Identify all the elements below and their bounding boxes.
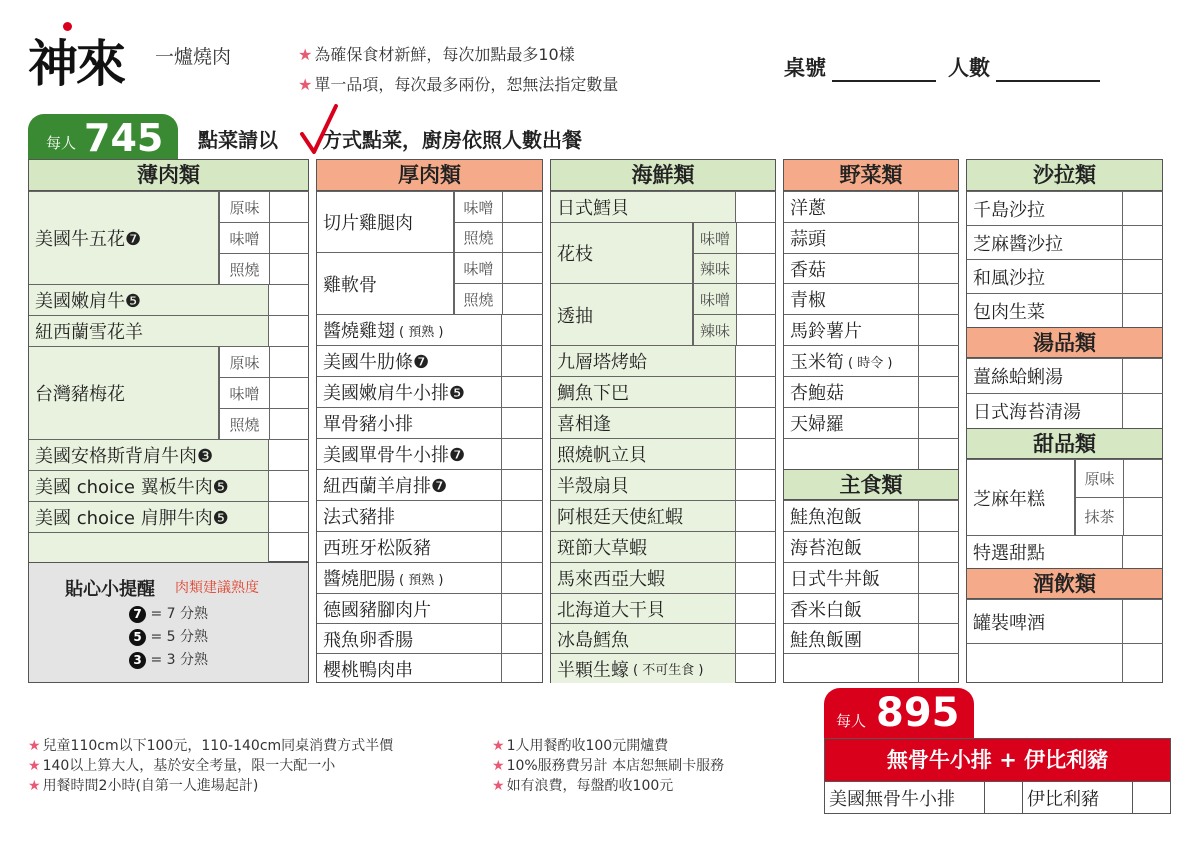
order-checkbox[interactable]: [502, 283, 543, 314]
order-checkbox[interactable]: [1123, 191, 1163, 225]
menu-item: 特選甜點: [967, 535, 1123, 568]
bottom-notes-middle: [492, 736, 724, 796]
tip-subtitle: 肉類建議熟度: [175, 580, 259, 596]
order-checkbox[interactable]: [269, 470, 309, 501]
tip-line: [129, 649, 208, 669]
tip-line: [129, 626, 208, 646]
flavor-option: 原味: [219, 191, 269, 222]
order-checkbox[interactable]: [736, 191, 776, 222]
price-value: 745: [84, 116, 164, 160]
order-checkbox[interactable]: [1123, 259, 1163, 293]
drink-header: 酒飲類: [967, 568, 1162, 599]
star-icon: ★: [28, 738, 41, 754]
order-checkbox[interactable]: [502, 407, 543, 438]
instruction-before: 點菜請以: [198, 128, 278, 152]
bottom-notes-left: [28, 736, 393, 796]
item-note: ( 預熟 ): [399, 572, 444, 588]
star-icon: ★: [28, 778, 41, 794]
menu-item: 罐裝啤酒: [967, 599, 1123, 643]
star-icon: ★: [298, 45, 313, 64]
order-checkbox[interactable]: [736, 314, 776, 345]
order-checkbox[interactable]: [1123, 358, 1163, 393]
star-icon: ★: [492, 778, 505, 794]
menu-item: 日式牛丼飯: [784, 562, 919, 593]
order-checkbox[interactable]: [502, 222, 543, 252]
soup-header: 湯品類: [967, 327, 1162, 358]
menu-item-wuhua: 美國牛五花❼: [29, 191, 219, 284]
order-checkbox[interactable]: [736, 593, 776, 623]
order-checkbox[interactable]: [736, 222, 776, 253]
flavor-option: 味噌: [219, 377, 269, 408]
order-checkbox[interactable]: [919, 253, 959, 283]
order-checkbox[interactable]: [502, 438, 543, 469]
note-text: 1人用餐酌收100元開爐費: [506, 738, 669, 754]
menu-item: 伊比利豬: [1023, 781, 1133, 814]
order-checkbox[interactable]: [1123, 599, 1163, 643]
note-text: 10%服務費另計 本店恕無刷卡服務: [506, 758, 725, 774]
menu-item-corn: [784, 345, 919, 376]
dessert-header: 甜品類: [967, 428, 1162, 459]
plan-895-header: 無骨牛小排 + 伊比利豬: [825, 739, 1170, 781]
flavor-option: 辣味: [693, 253, 736, 283]
order-checkbox[interactable]: [269, 346, 309, 377]
menu-item-sesame: 芝麻年糕: [967, 459, 1075, 535]
tip-title: 貼心小提醒: [65, 579, 155, 600]
order-checkbox[interactable]: [736, 653, 776, 683]
order-checkbox[interactable]: [502, 500, 543, 531]
menu-item: 鮭魚泡飯: [784, 500, 919, 531]
flavor-option: 原味: [1075, 459, 1123, 497]
seafood-column: [550, 159, 776, 683]
order-checkbox[interactable]: [919, 314, 959, 345]
order-checkbox[interactable]: [919, 191, 959, 222]
menu-item-lamb: 紐西蘭雪花羊: [29, 315, 269, 346]
menu-item: 德國豬腳肉片: [317, 593, 502, 623]
menu-item: 紐西蘭羊肩排❼: [317, 469, 502, 500]
checkmark-icon: [300, 104, 340, 156]
tip-text: = 7 分熟: [150, 606, 208, 622]
order-checkbox[interactable]: [502, 252, 543, 283]
order-checkbox[interactable]: [502, 191, 543, 222]
menu-item: 半殼扇貝: [551, 469, 736, 500]
flavor-option: 味噌: [219, 222, 269, 253]
menu-item-blank: [784, 438, 919, 469]
menu-item: 天婦羅: [784, 407, 919, 438]
note-text: 140以上算大人，基於安全考量，限一大配一小: [42, 758, 336, 774]
menu-item-chicken-thigh: 切片雞腿肉: [317, 191, 454, 252]
item-note: ( 時令 ): [848, 355, 893, 371]
staple-header: 主食類: [784, 469, 958, 500]
menu-item: 包肉生菜: [967, 293, 1123, 327]
order-checkbox[interactable]: [502, 314, 543, 345]
order-checkbox[interactable]: [736, 345, 776, 376]
flavor-option: 味噌: [693, 283, 736, 314]
flavor-option: 照燒: [219, 408, 269, 439]
menu-item-blank: [29, 532, 269, 562]
thin-meat-header: 薄肉類: [29, 160, 308, 191]
people-count-field[interactable]: [996, 62, 1100, 82]
menu-item-wing: [317, 314, 502, 345]
menu-item: 芝麻醬沙拉: [967, 225, 1123, 259]
menu-item: 美國無骨牛小排: [825, 781, 985, 814]
flavor-option: 照燒: [454, 283, 502, 314]
flavor-option: 味噌: [693, 222, 736, 253]
thick-meat-header: 厚肉類: [317, 160, 542, 191]
order-checkbox[interactable]: [736, 531, 776, 562]
thin-meat-column: [28, 159, 309, 562]
order-checkbox[interactable]: [919, 222, 959, 253]
menu-item: 西班牙松阪豬: [317, 531, 502, 562]
item-note: ( 預熟 ): [399, 324, 444, 340]
brand-subtitle: 一爐燒肉: [155, 46, 232, 68]
menu-item: 美國牛肋條❼: [317, 345, 502, 376]
menu-item: 美國嫩肩牛小排❺: [317, 376, 502, 407]
order-checkbox[interactable]: [919, 531, 959, 562]
menu-item: 馬來西亞大蝦: [551, 562, 736, 593]
order-checkbox[interactable]: [269, 532, 309, 562]
order-checkbox[interactable]: [502, 469, 543, 500]
order-checkbox[interactable]: [269, 501, 309, 532]
menu-item: 馬鈴薯片: [784, 314, 919, 345]
people-count-label: 人數: [948, 56, 990, 80]
order-checkbox[interactable]: [269, 191, 309, 222]
order-checkbox[interactable]: [736, 469, 776, 500]
order-checkbox[interactable]: [919, 438, 959, 469]
menu-item: 照燒帆立貝: [551, 438, 736, 469]
order-checkbox[interactable]: [736, 407, 776, 438]
price-badge-895: [824, 688, 974, 738]
order-checkbox[interactable]: [502, 531, 543, 562]
order-checkbox[interactable]: [736, 253, 776, 283]
number-badge: 5: [129, 629, 146, 646]
tip-text: = 5 分熟: [150, 629, 208, 645]
item-name: 醬燒肥腸: [323, 569, 395, 590]
menu-item: 杏鮑菇: [784, 376, 919, 407]
order-checkbox[interactable]: [1123, 459, 1163, 497]
menu-item-blank: [784, 653, 919, 683]
doneness-tip: [28, 562, 309, 683]
menu-item: 北海道大干貝: [551, 593, 736, 623]
menu-item: 香菇: [784, 253, 919, 283]
flavor-option: 原味: [219, 346, 269, 377]
menu-item-angus: 美國安格斯背肩牛肉❸: [29, 439, 269, 470]
number-badge: 7: [129, 606, 146, 623]
menu-item: 喜相逢: [551, 407, 736, 438]
menu-item: 冰島鱈魚: [551, 623, 736, 653]
menu-item: 法式豬排: [317, 500, 502, 531]
price-badge-745: [28, 114, 178, 160]
order-checkbox[interactable]: [1123, 293, 1163, 327]
tip-line: [129, 603, 208, 623]
order-checkbox[interactable]: [1123, 393, 1163, 428]
order-checkbox[interactable]: [919, 345, 959, 376]
order-checkbox[interactable]: [269, 439, 309, 470]
order-checkbox[interactable]: [919, 283, 959, 314]
flavor-option: 照燒: [219, 253, 269, 284]
thick-meat-column: [316, 159, 543, 683]
order-checkbox[interactable]: [269, 284, 309, 315]
order-checkbox[interactable]: [919, 653, 959, 683]
order-checkbox[interactable]: [269, 315, 309, 346]
salad-column: [966, 159, 1163, 683]
per-person-label: 每人: [836, 712, 867, 730]
item-name: 半顆生蠔: [557, 659, 629, 681]
order-checkbox[interactable]: [736, 438, 776, 469]
table-info: [784, 52, 1112, 82]
order-checkbox[interactable]: [985, 781, 1023, 814]
menu-item: 洋蔥: [784, 191, 919, 222]
order-checkbox[interactable]: [919, 623, 959, 653]
order-checkbox[interactable]: [502, 345, 543, 376]
order-checkbox[interactable]: [269, 408, 309, 439]
menu-item-choice-flat-iron: 美國 choice 翼板牛肉❺: [29, 470, 269, 501]
menu-item: 鯛魚下巴: [551, 376, 736, 407]
menu-item: 九層塔烤蛤: [551, 345, 736, 376]
vegetable-header: 野菜類: [784, 160, 958, 191]
order-instruction: [198, 124, 582, 153]
menu-item: 日式鱈貝: [551, 191, 736, 222]
star-icon: ★: [492, 758, 505, 774]
menu-item-blank: [967, 643, 1123, 683]
seafood-header: 海鮮類: [551, 160, 775, 191]
item-name: 醬燒雞翅: [323, 321, 395, 342]
menu-item-nenjian: 美國嫩肩牛❺: [29, 284, 269, 315]
menu-item: 薑絲蛤蜊湯: [967, 358, 1123, 393]
tip-text: = 3 分熟: [150, 652, 208, 668]
menu-item-sausage: [317, 562, 502, 593]
order-checkbox[interactable]: [919, 376, 959, 407]
order-checkbox[interactable]: [919, 500, 959, 531]
order-checkbox[interactable]: [502, 562, 543, 593]
flavor-option: 辣味: [693, 314, 736, 345]
price-value: 895: [876, 690, 960, 736]
menu-item: 和風沙拉: [967, 259, 1123, 293]
menu-item-touchou: 透抽: [551, 283, 693, 345]
order-checkbox[interactable]: [502, 593, 543, 623]
menu-item: 青椒: [784, 283, 919, 314]
menu-item: 櫻桃鴨肉串: [317, 653, 502, 683]
menu-item-squid: 花枝: [551, 222, 693, 283]
order-checkbox[interactable]: [736, 376, 776, 407]
menu-item-oyster: [551, 653, 736, 683]
order-checkbox[interactable]: [1123, 643, 1163, 683]
order-checkbox[interactable]: [1123, 535, 1163, 568]
menu-item: 美國單骨牛小排❼: [317, 438, 502, 469]
menu-item-choice-chuck: 美國 choice 肩胛牛肉❺: [29, 501, 269, 532]
order-checkbox[interactable]: [502, 623, 543, 653]
logo-dot: [63, 22, 72, 31]
order-checkbox[interactable]: [919, 407, 959, 438]
star-icon: ★: [298, 75, 313, 94]
menu-item: 日式海苔清湯: [967, 393, 1123, 428]
flavor-option: 抹茶: [1075, 497, 1123, 535]
number-badge: 3: [129, 652, 146, 669]
menu-item: 蒜頭: [784, 222, 919, 253]
menu-item: 海苔泡飯: [784, 531, 919, 562]
star-icon: ★: [28, 758, 41, 774]
order-checkbox[interactable]: [736, 562, 776, 593]
note-text: 如有浪費，每盤酌收100元: [506, 778, 674, 794]
order-checkbox[interactable]: [919, 562, 959, 593]
order-checkbox[interactable]: [919, 593, 959, 623]
order-checkbox[interactable]: [1123, 225, 1163, 259]
order-checkbox[interactable]: [269, 253, 309, 284]
order-checkbox[interactable]: [736, 623, 776, 653]
note-text: 兒童110cm以下100元，110-140cm同桌消費方式半價: [42, 738, 394, 754]
order-checkbox[interactable]: [269, 222, 309, 253]
menu-item-cartilage: 雞軟骨: [317, 252, 454, 314]
top-notes: [298, 40, 618, 100]
vegetable-column: [783, 159, 959, 683]
flavor-option: 照燒: [454, 222, 502, 252]
brand-logo: 神來: [28, 34, 124, 93]
per-person-label: 每人: [46, 134, 77, 152]
instruction-after: 方式點菜，廚房依照人數出餐: [322, 128, 582, 152]
star-icon: ★: [492, 738, 505, 754]
order-checkbox[interactable]: [736, 500, 776, 531]
item-note: ( 不可生食 ): [633, 663, 704, 678]
plan-895-box: [824, 738, 1171, 814]
order-checkbox[interactable]: [1133, 781, 1171, 814]
menu-item: 千島沙拉: [967, 191, 1123, 225]
menu-item: 香米白飯: [784, 593, 919, 623]
top-note: 單一品項，每次最多兩份，恕無法指定數量: [314, 75, 619, 94]
menu-item: 飛魚卵香腸: [317, 623, 502, 653]
top-note: 為確保食材新鮮，每次加點最多10樣: [314, 45, 575, 64]
menu-item: 單骨豬小排: [317, 407, 502, 438]
order-checkbox[interactable]: [502, 653, 543, 683]
item-name: 玉米筍: [790, 352, 844, 373]
table-number-field[interactable]: [832, 62, 936, 82]
menu-item: 阿根廷天使紅蝦: [551, 500, 736, 531]
note-text: 用餐時間2小時(自第一人進場起計): [42, 778, 259, 794]
order-checkbox[interactable]: [736, 283, 776, 314]
menu-item: 鮭魚飯團: [784, 623, 919, 653]
flavor-option: 味噌: [454, 252, 502, 283]
table-number-label: 桌號: [784, 56, 826, 80]
order-checkbox[interactable]: [502, 376, 543, 407]
salad-header: 沙拉類: [967, 160, 1162, 191]
menu-item-meihua: 台灣豬梅花: [29, 346, 219, 439]
order-checkbox[interactable]: [269, 377, 309, 408]
order-checkbox[interactable]: [1123, 497, 1163, 535]
menu-item: 斑節大草蝦: [551, 531, 736, 562]
flavor-option: 味噌: [454, 191, 502, 222]
